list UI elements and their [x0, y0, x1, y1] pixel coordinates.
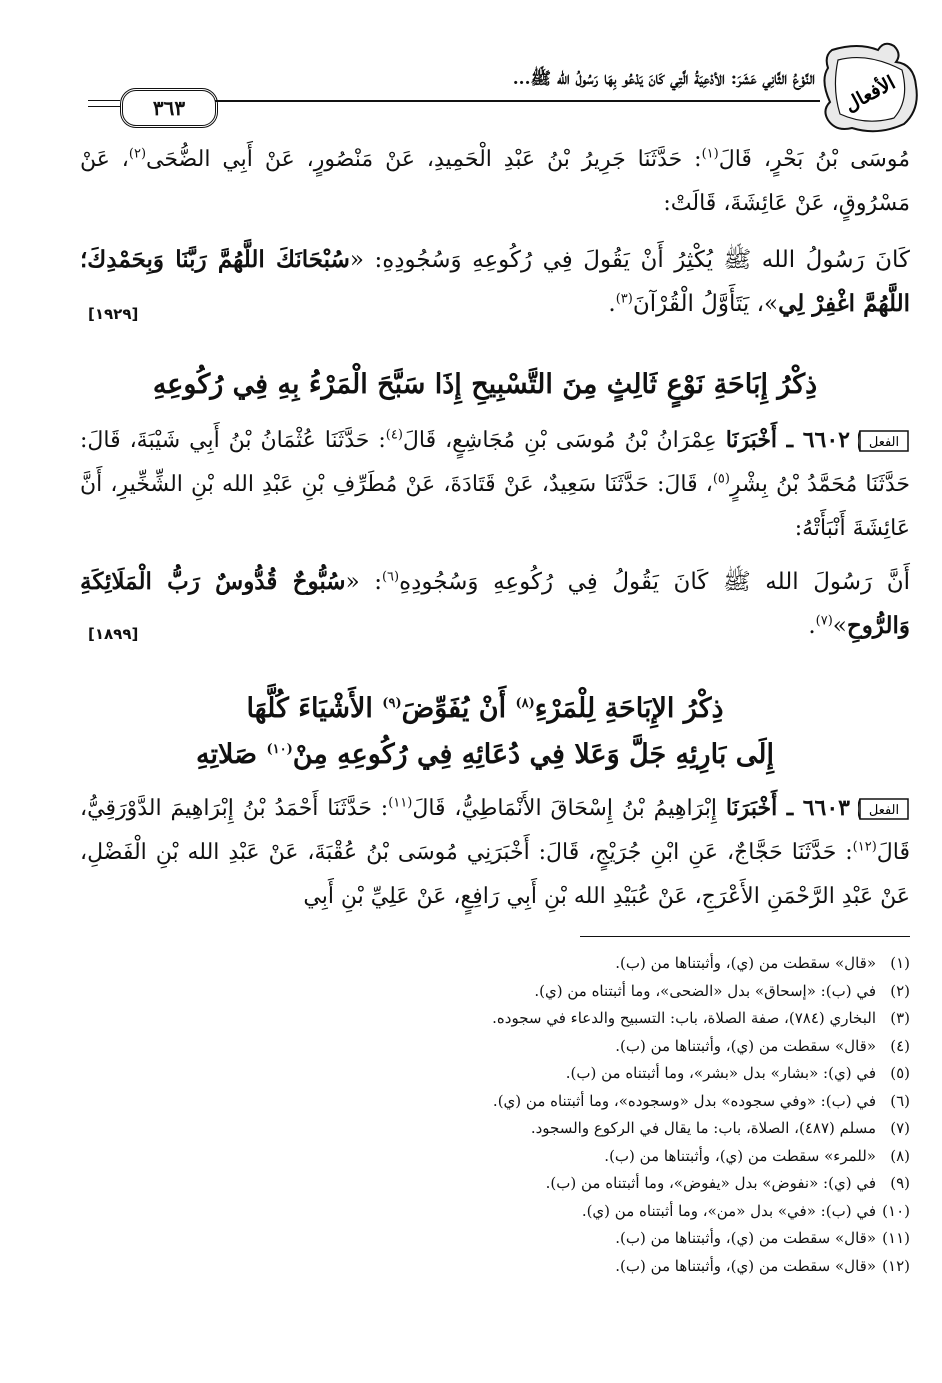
text: »	[832, 613, 847, 639]
text: أَنْ يُفَوِّضَ	[401, 693, 516, 724]
section-badge	[818, 40, 922, 136]
footnote-ref[interactable]: (١)	[701, 146, 719, 162]
footnote-item	[130, 1060, 910, 1088]
footnote-item	[130, 1088, 910, 1116]
footnote-number: (١٠)	[882, 1201, 910, 1220]
hadith-number: ٦٦٠٢ ـ أَخْبَرَنَا	[725, 427, 850, 453]
footnote-ref[interactable]: (١١)	[388, 795, 413, 811]
text: : «	[345, 569, 382, 595]
footnote-number: (٩)	[890, 1174, 910, 1192]
footnote-ref[interactable]: (٥)	[712, 471, 730, 487]
footnote-text: في (ي): «بشار» بدل «بشر»، وما أثبتناه من (ب).	[565, 1064, 876, 1082]
footnote-number: (٨)	[890, 1146, 910, 1165]
text: أَنَّ رَسُولَ الله ﷺ كَانَ يَقُولُ فِي رُكُوعِهِ وَسُجُودِهِ	[399, 569, 911, 595]
text: .	[608, 291, 616, 317]
text: كَانَ رَسُولُ الله ﷺ يُكْثِرُ أَنْ يَقُولَ فِي رُكُوعِهِ وَسُجُودِهِ: «	[349, 247, 910, 273]
hadith-chain-6602	[80, 418, 910, 551]
hadith-text-6602	[80, 560, 910, 648]
text: ، قَالَ: حَدَّثَنَا سَعِيدٌ، عَنْ قَتَادَةَ، عَنْ مُطَرِّفِ بْنِ عَبْدِ الله بْنِ الشِّخِّيرِ، أَنَّ عَائِشَةَ أَنْبَأَتْهُ:	[80, 472, 910, 541]
footnote-text: «قال» سقطت من (ي)، وأثبتناها من (ب).	[615, 954, 876, 972]
footnote-number: (٦)	[890, 1091, 910, 1110]
footnote-item	[130, 1005, 910, 1033]
header-rule	[215, 100, 820, 102]
footnote-text: «للمرء» سقطت من (ي)، وأثبتناها من (ب).	[604, 1146, 876, 1165]
footnote-number: (١)	[890, 954, 910, 972]
footnote-number: (١١)	[882, 1229, 910, 1247]
stamp-label: الفعل	[868, 435, 900, 450]
text: .	[808, 613, 816, 639]
footnote-item	[130, 1170, 910, 1198]
text: مُوسَى بْنُ بَحْرٍ، قَالَ	[718, 147, 910, 172]
footnote-ref[interactable]: (٦)	[381, 569, 400, 585]
footnote-ref[interactable]: (٩)	[382, 696, 402, 711]
heading-line	[60, 686, 910, 732]
footnote-text: البخاري (٧٨٤)، صفة الصلاة، باب: التسبيح والدعاء في سجوده.	[492, 1009, 876, 1027]
footnote-number: (٢)	[890, 981, 910, 1000]
page-number: ٣٦٣	[120, 88, 218, 128]
text: : حَدَّثَنَا حَجَّاجٌ، عَنِ ابْنِ جُرَيْجٍ، قَالَ: أَخْبَرَنِي مُوسَى بْنُ عُقْبَةَ، عَنْ عَبْدِ الله بْنِ الْفَضْلِ، عَنْ عَبْدِ الرَّحْمَنِ الأَعْرَجِ، عَنْ عُبَيْدِ الله بْنِ أَبِي رَافِعٍ، عَنْ عَلِيِّ بْنِ أَبِي	[80, 840, 910, 909]
footnote-ref[interactable]: (٢)	[128, 146, 147, 162]
text: ، عَنْ مَسْرُوقٍ، عَنْ عَائِشَةَ، قَالَتْ:	[80, 147, 910, 216]
footnote-number: (٥)	[890, 1064, 910, 1082]
text: : حَدَّثَنَا عُثْمَانُ بْنُ أَبِي شَيْبَةَ، قَالَ: حَدَّثَنَا مُحَمَّدُ بْنُ بِشْرٍ	[80, 428, 910, 497]
footnote-text: في (ب): «إسحاق» بدل «الضحى»، وما أثبتناه من (ي).	[534, 981, 876, 1000]
heading-line	[60, 732, 910, 778]
footnote-item	[130, 1198, 910, 1226]
footnote-item	[130, 950, 910, 978]
hadith-text-6601	[80, 238, 910, 326]
footnote-item	[130, 1225, 910, 1253]
footnote-item	[130, 1253, 910, 1281]
footnote-item	[130, 1115, 910, 1143]
footnote-ref[interactable]: (٤)	[385, 427, 403, 443]
footnote-text: «قال» سقطت من (ي)، وأثبتناها من (ب).	[615, 1036, 876, 1055]
footnote-number: (١٢)	[882, 1256, 910, 1275]
footnote-ref[interactable]: (١٢)	[852, 839, 877, 855]
footnote-item	[130, 978, 910, 1006]
running-header: النَّوْعُ الثَّانِي عَشَرَ: الأدْعِيَةُ الَّتِي كَانَ يَدْعُو بِهَا رَسُولُ الله ﷺ...	[512, 69, 815, 89]
hadith-chain-6603	[80, 786, 910, 919]
verb-stamp-icon	[858, 427, 910, 455]
stamp-label: الفعل	[868, 803, 900, 818]
text: عِمْرَانُ بْنُ مُوسَى بْنِ مُجَاشِعٍ، قَالَ	[402, 428, 726, 453]
footnote-text: في (ي): «نفوض» بدل «يفوض»، وما أثبتناه من (ب).	[545, 1174, 876, 1192]
footnote-item	[130, 1143, 910, 1171]
hadith-reference: [١٩٢٩]	[88, 305, 139, 323]
hadith-number: ٦٦٠٣ ـ أَخْبَرَنَا	[725, 795, 850, 821]
footnote-text: «قال» سقطت من (ي)، وأثبتناها من (ب).	[615, 1256, 876, 1275]
chapter-heading-1: ذِكْرُ إِبَاحَةِ نَوْعٍ ثَالِثٍ مِنَ التَّسْبِيحِ إِذَا سَبَّحَ الْمَرْءُ بِهِ فِي رُكُوعِهِ	[152, 369, 818, 400]
footnote-text: «قال» سقطت من (ي)، وأثبتناها من (ب).	[615, 1229, 876, 1247]
text: صَلاتِهِ	[196, 739, 267, 770]
footnotes-list	[130, 950, 910, 1280]
text: »، يَتَأَوَّلُ الْقُرْآنَ	[632, 291, 779, 317]
dua-text: سُبْحَانَكَ اللَّهُمَّ رَبَّنَا وَبِحَمْدِكَ؛ اللَّهُمَّ اغْفِرْ لِي	[80, 246, 910, 317]
footnote-ref[interactable]: (١٠)	[266, 742, 293, 757]
footnote-ref[interactable]: (٣)	[615, 291, 633, 307]
footnote-text: في (ب): «في» بدل «من»، وما أثبتناه من (ي).	[581, 1201, 876, 1220]
footnote-number: (٧)	[890, 1119, 910, 1137]
header-rule-left-2	[88, 106, 120, 107]
text: : حَدَّثَنَا أَحْمَدُ بْنُ إِبْرَاهِيمَ الدَّوْرَقِيُّ، قَالَ	[80, 796, 910, 865]
text: ذِكْرُ الإِبَاحَةِ لِلْمَرْءِ	[534, 693, 724, 724]
chapter-heading-2	[60, 686, 910, 778]
paragraph-chain-1	[80, 138, 910, 226]
badge-label: الأفعال	[841, 71, 899, 117]
footnote-text: مسلم (٤٨٧)، الصلاة، باب: ما يقال في الركوع والسجود.	[530, 1119, 876, 1137]
footnote-number: (٣)	[890, 1009, 910, 1027]
footnote-ref[interactable]: (٧)	[815, 613, 833, 629]
header-rule-left	[88, 100, 120, 101]
text: إِلَى بَارِئِهِ جَلَّ وَعَلا فِي دُعَائِهِ فِي رُكُوعِهِ مِنْ	[292, 739, 774, 770]
footnote-separator	[580, 936, 910, 937]
verb-stamp-icon	[858, 795, 910, 823]
text: الأَشْيَاءَ كُلَّهَا	[246, 693, 383, 724]
footnote-ref[interactable]: (٨)	[515, 696, 535, 711]
text: إِبْرَاهِيمُ بْنُ إِسْحَاقَ الأَنْمَاطِيُّ، قَالَ	[412, 796, 726, 821]
footnote-text: في (ب): «وفي سجوده» بدل «وسجوده»، وما أثبتناه من (ي).	[492, 1091, 876, 1110]
footnote-number: (٤)	[890, 1036, 910, 1055]
hadith-reference: [١٨٩٩]	[88, 625, 139, 643]
footnote-item	[130, 1033, 910, 1061]
dua-text: سُبُّوحٌ قُدُّوسٌ رَبُّ الْمَلَائِكَةِ وَالرُّوحِ	[80, 568, 910, 639]
text: : حَدَّثَنَا جَرِيرُ بْنُ عَبْدِ الْحَمِيدِ، عَنْ مَنْصُورٍ، عَنْ أَبِي الضُّحَى	[146, 147, 702, 172]
